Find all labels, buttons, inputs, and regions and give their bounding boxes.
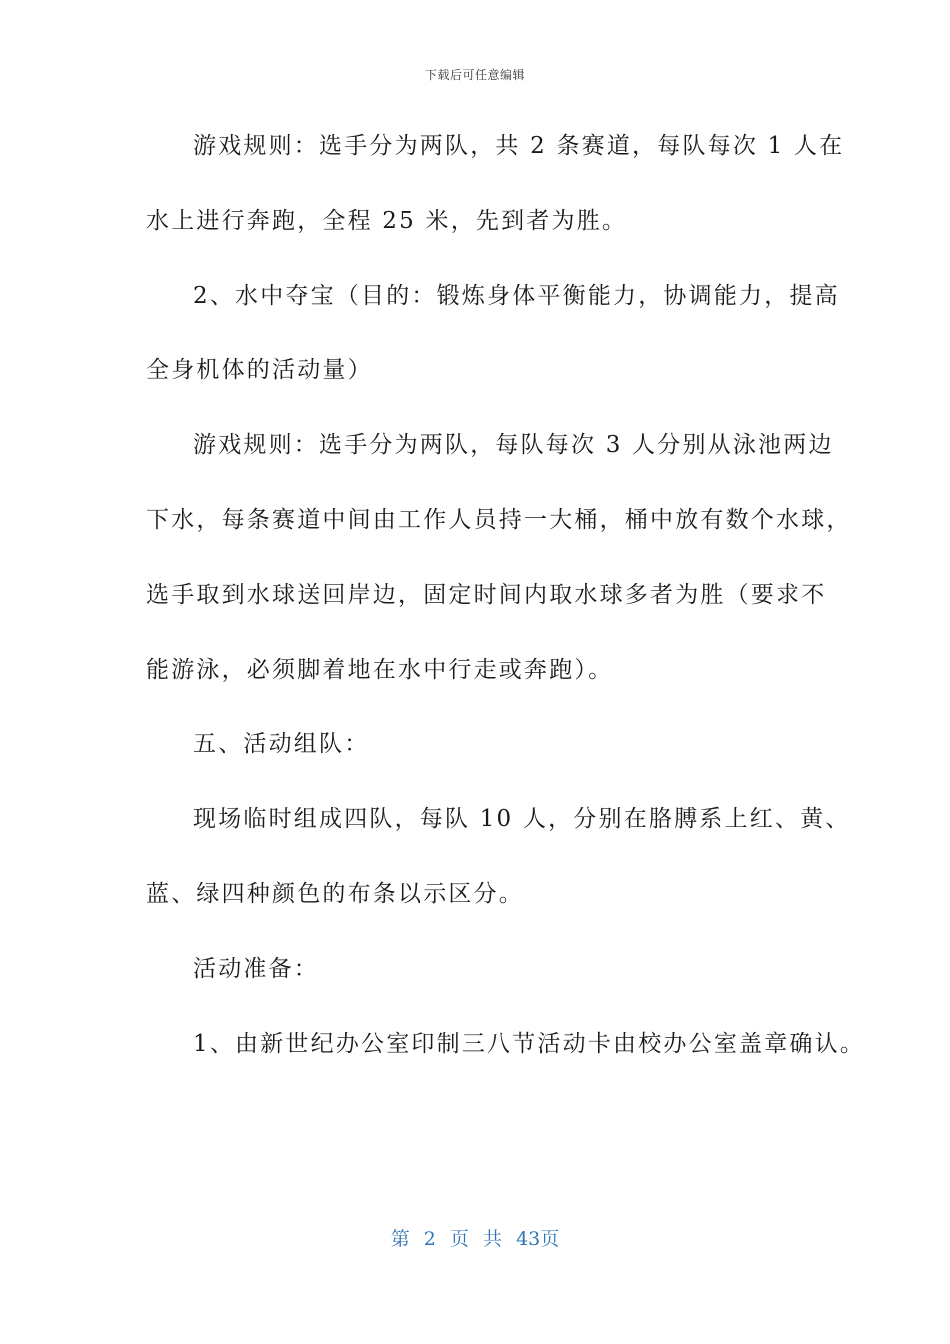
footer-label-unit: 页 (449, 1228, 469, 1250)
section-heading: 五、活动组队： (193, 731, 370, 758)
paragraph-line: 能游泳，必须脚着地在水中行走或奔跑）。 (146, 656, 614, 683)
paragraph-line: 水上进行奔跑，全程 25 米，先到者为胜。 (146, 207, 628, 234)
paragraph-line: 游戏规则：选手分为两队，每队每次 3 人分别从泳池两边 (193, 432, 834, 459)
paragraph-line: 下水，每条赛道中间由工作人员持一大桶，桶中放有数个水球， (146, 506, 852, 533)
footer-label-total: 共 (483, 1228, 503, 1250)
paragraph-line: 现场临时组成四队，每队 10 人，分别在胳膊系上红、黄、 (193, 806, 851, 833)
paragraph-line: 选手取到水球送回岸边，固定时间内取水球多者为胜（要求不 (146, 581, 827, 608)
paragraph-line: 游戏规则：选手分为两队，共 2 条赛道，每队每次 1 人在 (193, 133, 845, 159)
document-body (146, 126, 866, 1098)
page-footer (0, 1224, 950, 1251)
paragraph-line: 2、水中夺宝（目的：锻炼身体平衡能力，协调能力，提高 (193, 282, 840, 309)
page-header (0, 66, 950, 83)
paragraph-line: 1、由新世纪办公室印制三八节活动卡由校办公室盖章确认。 (193, 1030, 866, 1057)
paragraph-line: 蓝、绿四种颜色的布条以示区分。 (146, 880, 524, 907)
footer-total-pages: 43页 (516, 1228, 560, 1250)
paragraph-line: 全身机体的活动量） (146, 357, 373, 384)
section-heading: 活动准备： (193, 955, 319, 982)
footer-label-page: 第 (390, 1228, 410, 1250)
header-text: 下载后可任意编辑 (424, 68, 525, 82)
footer-current-page: 2 (423, 1228, 436, 1250)
